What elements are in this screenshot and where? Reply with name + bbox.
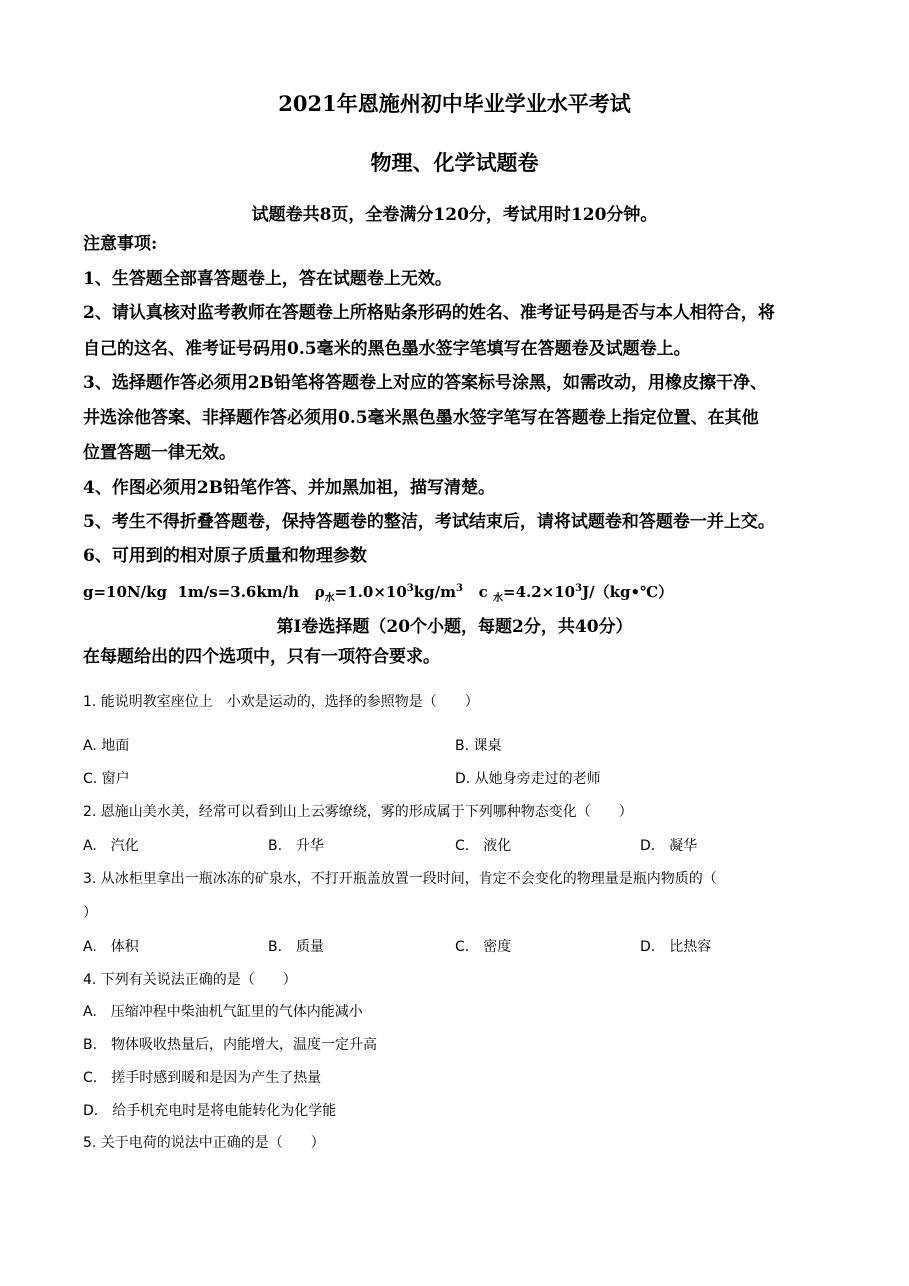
notice-item: 井选涂他答案、非择题作答必须用0.5毫米黑色墨水签字笔写在答题卷上指定位置、在其他 — [83, 408, 759, 428]
notice-item: 4、作图必须用2B铅笔作答、并加黑加祖，描写清楚。 — [83, 478, 496, 498]
question-4-option-a: A. 压缩冲程中柴油机气缸里的气体内能减小 — [83, 1004, 363, 1020]
param-rho-symbol: ρ — [314, 583, 325, 601]
notice-item: 2、请认真核对监考教师在答题卷上所格贴条形码的姓名、准考证号码是否与本人相符合，将 — [83, 303, 775, 323]
param-c-sub: 水 — [493, 593, 503, 604]
question-1-option-b: B. 课桌 — [455, 738, 502, 754]
notice-item: 5、考生不得折叠答题卷，保持答题卷的整洁，考试结束后，请将试题卷和答题卷一并上交。 — [83, 512, 775, 532]
question-2-option-d: D. 凝华 — [640, 838, 698, 854]
question-5-stem: 5. 关于电荷的说法中正确的是（ ） — [83, 1135, 325, 1151]
notice-heading: 注意事项: — [83, 234, 158, 254]
question-4-option-d: D. 给手机充电时是将电能转化为化学能 — [83, 1103, 337, 1119]
notice-item: 3、选择题作答必须用2B铅笔将答题卷上对应的答案标号涂黑，如需改动，用橡皮擦干净、 — [83, 373, 768, 393]
param-c-exp: 3 — [575, 583, 583, 594]
param-c-symbol: c — [478, 583, 488, 601]
question-4-stem: 4. 下列有关说法正确的是（ ） — [83, 972, 297, 988]
question-3-stem-continued: ） — [83, 905, 97, 921]
question-1-option-d: D. 从她身旁走过的老师 — [455, 771, 601, 787]
question-2-option-a: A. 汽化 — [83, 838, 139, 854]
param-rho-unit-exp: 3 — [455, 583, 463, 594]
section-instruction: 在每题给出的四个选项中，只有一项符合要求。 — [83, 647, 440, 667]
notice-item: 1、生答题全部喜答题卷上，答在试题卷上无效。 — [83, 269, 452, 289]
param-speed: 1m/s=3.6km/h — [177, 583, 300, 601]
notice-item: 6、可用到的相对原子质量和物理参数 — [83, 546, 367, 566]
section-title: 第I卷选择题（20个小题，每题2分，共40分） — [276, 617, 633, 637]
question-2-option-b: B. 升华 — [268, 838, 325, 854]
exam-title: 2021年恩施州初中毕业学业水平考试 — [278, 91, 631, 116]
question-3-option-b: B. 质量 — [268, 939, 325, 955]
question-2-option-c: C. 液化 — [455, 838, 512, 854]
param-rho-unit: kg/m — [413, 583, 456, 601]
param-g: g=10N/kg — [83, 583, 168, 601]
param-rho-value: =1.0×10 — [334, 583, 407, 601]
param-rho-sub: 水 — [324, 593, 335, 604]
notice-item: 位置答题一律无效。 — [83, 443, 236, 463]
notice-item: 自己的这名、准考证号码用0.5毫米的黑色墨水签字笔填写在答题卷及试题卷上。 — [83, 339, 691, 359]
question-1-option-a: A. 地面 — [83, 738, 130, 754]
param-c-unit: J/（kg•℃） — [582, 583, 674, 601]
exam-subtitle: 物理、化学试题卷 — [370, 150, 539, 175]
question-3-option-a: A. 体积 — [83, 939, 139, 955]
param-c-value: =4.2×10 — [503, 583, 576, 601]
param-rho-exp: 3 — [406, 583, 414, 594]
question-1-option-c: C. 窗户 — [83, 771, 130, 787]
question-4-option-b: B. 物体吸收热量后，内能增大，温度一定升高 — [83, 1037, 378, 1053]
exam-info: 试题卷共8页，全卷满分120分，考试用时120分钟。 — [251, 205, 658, 225]
question-1-stem: 1. 能说明教室座位上 小欢是运动的，选择的参照物是（ ） — [83, 694, 479, 710]
question-4-option-c: C. 搓手时感到暖和是因为产生了热量 — [83, 1070, 322, 1086]
question-3-option-d: D. 比热容 — [640, 939, 712, 955]
question-2-stem: 2. 恩施山美水美，经常可以看到山上云雾缭绕，雾的形成属于下列哪种物态变化（ ） — [83, 804, 633, 820]
question-3-stem: 3. 从冰柜里拿出一瓶冰冻的矿泉水，不打开瓶盖放置一段时间，肯定不会变化的物理量是瓶内物质的（ — [83, 871, 717, 887]
physics-params — [83, 578, 673, 610]
question-3-option-c: C. 密度 — [455, 939, 512, 955]
